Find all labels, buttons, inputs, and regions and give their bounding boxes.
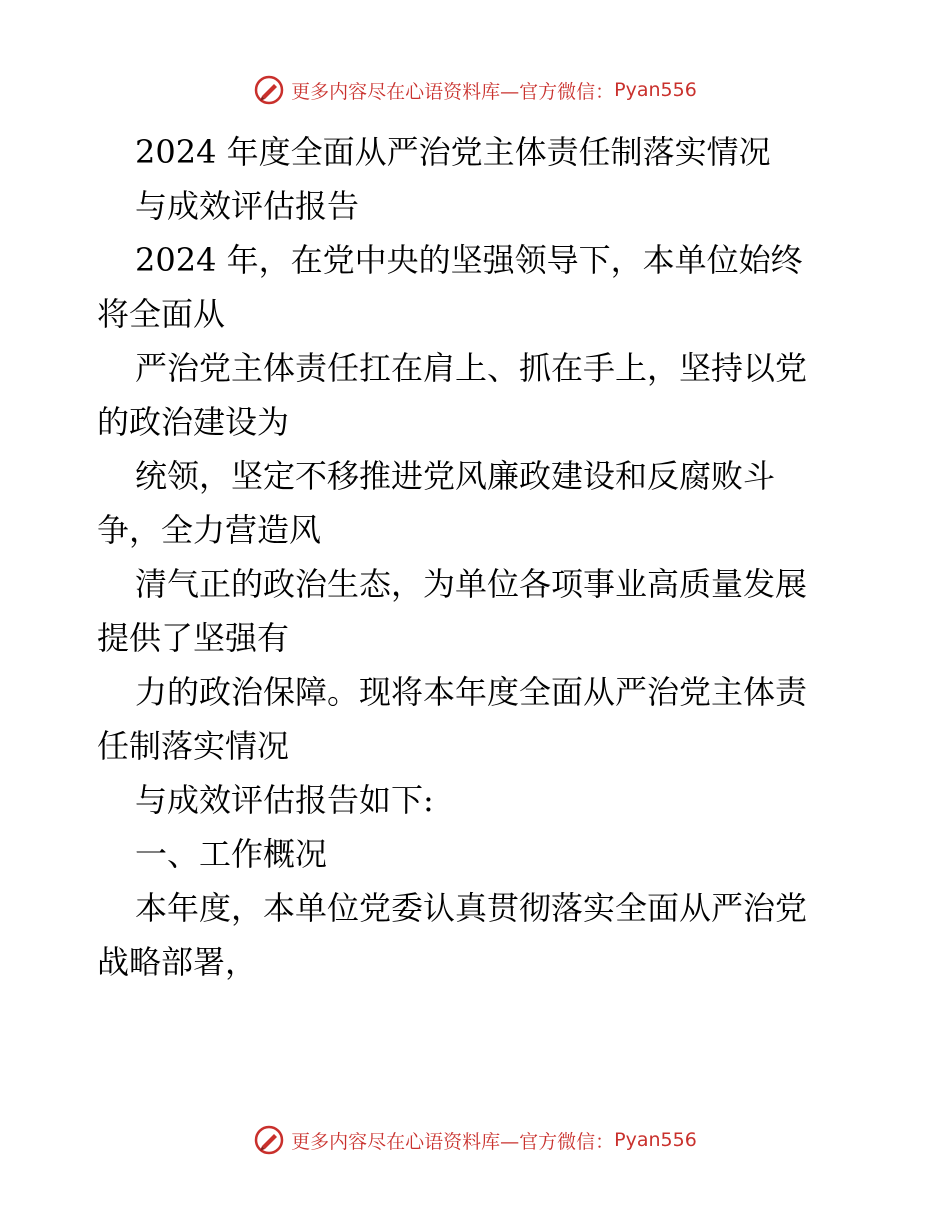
watermark-text: 更多内容尽在心语资料库—官方微信： [291, 80, 615, 103]
text-line: 严治党主体责任扛在肩上、抓在手上，坚持以党 [135, 349, 808, 387]
watermark-wechat-id: Pyan556 [614, 1129, 697, 1151]
footer-watermark [0, 1120, 950, 1160]
text-line: 将全面从 [97, 295, 226, 333]
text-line: 本年度，本单位党委认真贯彻落实全面从严治党 [135, 889, 808, 927]
text-line: 与成效评估报告如下: [135, 781, 434, 819]
text-line: 战略部署， [97, 943, 258, 981]
header-watermark [0, 70, 950, 110]
text-line: 的政治建设为 [97, 403, 290, 441]
text-line: 任制落实情况 [97, 727, 290, 765]
document-body [97, 125, 867, 989]
watermark-text: 更多内容尽在心语资料库—官方微信： [291, 1130, 615, 1153]
text-line: 与成效评估报告 [135, 187, 360, 225]
text-line: 一、工作概况 [135, 835, 328, 873]
pen-seal-icon [253, 1124, 285, 1156]
text-line: 2024 年度全面从严治党主体责任制落实情况 [135, 133, 771, 171]
watermark-wechat-id: Pyan556 [614, 79, 697, 101]
text-line: 清气正的政治生态，为单位各项事业高质量发展 [135, 565, 808, 603]
text-line: 力的政治保障。现将本年度全面从严治党主体责 [135, 673, 808, 711]
text-line: 争，全力营造风 [97, 511, 322, 549]
text-line: 提供了坚强有 [97, 619, 290, 657]
text-line: 统领，坚定不移推进党风廉政建设和反腐败斗 [135, 457, 776, 495]
text-line: 2024 年，在党中央的坚强领导下，本单位始终 [135, 241, 803, 279]
pen-seal-icon [253, 74, 285, 106]
